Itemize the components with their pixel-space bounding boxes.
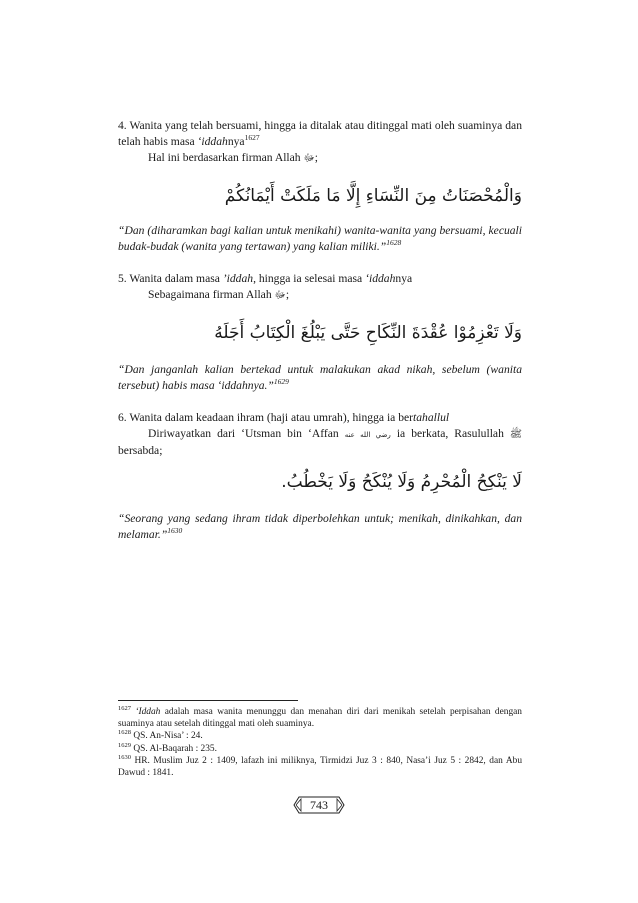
footnote-text: adalah masa wanita menunggu dan menahan diri dari menikah setelah perpisahan dengan suaminya atau setelah ditinggal mati oleh suaminya. xyxy=(118,707,522,729)
item-5-italic-a: ’iddah xyxy=(222,272,254,285)
page-body xyxy=(118,118,522,543)
item-5-text-b: , hingga ia selesai masa xyxy=(253,272,366,285)
item-4-suffix: nya xyxy=(227,135,245,148)
item-6-text: 6. Wanita dalam keadaan ihram (haji atau umrah), hingga ia ber xyxy=(118,411,414,424)
item-5-intro-punct: ; xyxy=(285,288,290,301)
item-4-text: 4. Wanita yang telah bersuami, hingga ia ditalak atau ditinggal mati oleh suaminya dan telah habis masa xyxy=(118,119,522,148)
translation-3-text: “Seorang yang sedang ihram tidak diperbolehkan untuk; menikah, dinikahkan, dan melamar.” xyxy=(118,512,522,541)
item-5-heading xyxy=(118,271,522,287)
allah-honorific-symbol: ﷻ xyxy=(303,153,315,164)
footnote-number: 1629 xyxy=(118,741,131,749)
item-5-intro-text: Sebagaimana firman Allah xyxy=(148,288,275,301)
translation-3 xyxy=(118,511,522,543)
item-5-italic-b: ‘iddah xyxy=(365,272,396,285)
footnote-1630 xyxy=(118,756,522,779)
item-4-intro-punct: ; xyxy=(314,151,319,164)
footnote-1629 xyxy=(118,741,522,756)
footnote-number: 1630 xyxy=(118,754,131,762)
footnote-number: 1627 xyxy=(118,704,131,712)
radhiyallahu-symbol: رضي الله عنه xyxy=(344,431,391,439)
salawat-symbol: ﷺ xyxy=(509,429,522,440)
item-6-intro xyxy=(118,426,522,459)
footnote-number: 1628 xyxy=(118,729,131,737)
footnote-text: QS. An-Nisa’ : 24. xyxy=(133,731,203,742)
page-number-badge xyxy=(293,796,345,814)
arabic-verse-1: وَالْمُحْصَنَاتُ مِنَ النِّسَاءِ إِلَّا مَا مَلَكَتْ أَيْمَانُكُمْ xyxy=(224,186,522,206)
arabic-verse-2: وَلَا تَعْزِمُوْا عُقْدَةَ النِّكَاحِ حَتَّى يَبْلُغَ الْكِتَابُ أَجَلَهُ xyxy=(214,323,522,343)
allah-honorific-symbol: ﷻ xyxy=(274,290,286,301)
footnote-ref-1629[interactable]: 1629 xyxy=(273,377,289,387)
item-6-italic: tahallul xyxy=(413,411,450,424)
item-5-suffix: nya xyxy=(395,272,413,285)
footnote-ref-1627[interactable]: 1627 xyxy=(244,133,260,143)
translation-1 xyxy=(118,223,522,255)
item-6-heading xyxy=(118,410,522,426)
item-4-heading xyxy=(118,118,522,150)
footnote-text: QS. Al-Baqarah : 235. xyxy=(133,743,217,754)
footnote-1628 xyxy=(118,731,522,743)
footnote-text: HR. Muslim Juz 2 : 1409, lafazh ini miliknya, Tirmidzi Juz 3 : 840, Nasa’i Juz 5 : 2842, dan Abu Dawud : 1841. xyxy=(118,756,523,778)
footnote-divider xyxy=(118,700,298,701)
translation-2-text: “Dan janganlah kalian bertekad untuk malakukan akad nikah, sebelum (wanita tersebut) habis masa ‘iddahnya.” xyxy=(118,363,522,392)
item-6-intro-b: ia berkata, Rasulullah xyxy=(390,427,510,440)
page-number: 743 xyxy=(310,798,328,812)
item-4-italic: ‘iddah xyxy=(197,135,228,148)
footnotes xyxy=(118,700,522,781)
translation-2 xyxy=(118,362,522,394)
footnote-italic: ‘Iddah xyxy=(135,707,161,717)
item-4-intro xyxy=(118,150,522,167)
item-4-intro-text: Hal ini berdasarkan firman Allah xyxy=(148,151,304,164)
footnote-1627 xyxy=(118,704,522,730)
item-6-intro-a: Diriwayatkan dari ‘Utsman bin ‘Affan xyxy=(148,427,345,440)
item-6-intro-c: bersabda; xyxy=(118,444,163,457)
item-5-text-a: 5. Wanita dalam masa xyxy=(118,272,223,285)
footnote-ref-1628[interactable]: 1628 xyxy=(386,238,402,248)
arabic-hadith: لَا يَنْكِحُ الْمُحْرِمُ وَلَا يُنْكَحُ وَلَا يَخْطُبُ. xyxy=(281,472,522,492)
translation-1-text: “Dan (diharamkan bagi kalian untuk menikahi) wanita-wanita yang bersuami, kecuali budak-budak (wanita yang tertawan) yang kalian miliki.” xyxy=(118,224,522,253)
item-5-intro xyxy=(118,287,522,304)
footnote-ref-1630[interactable]: 1630 xyxy=(167,526,183,536)
